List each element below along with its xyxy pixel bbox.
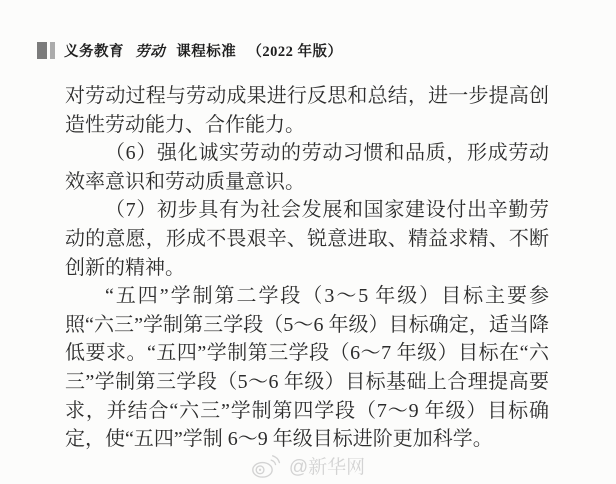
double-bar-icon <box>37 42 55 59</box>
header-title-suffix: 课程标准 <box>176 44 237 60</box>
page-header <box>37 40 343 61</box>
weibo-icon <box>251 451 282 479</box>
header-title-subject: 劳动 <box>135 44 166 60</box>
bar-icon-dark <box>37 42 47 59</box>
watermark-text: @新华网 <box>288 456 366 478</box>
watermark <box>251 451 365 479</box>
bar-icon-light <box>50 42 55 59</box>
header-title <box>64 40 343 61</box>
paragraph: 对劳动过程与劳动成果进行反思和总结，进一步提高创造性劳动能力、合作能力。 <box>65 85 549 136</box>
header-title-edition: （2022 年版） <box>247 44 343 60</box>
header-title-prefix: 义务教育 <box>64 44 124 60</box>
paragraph: “五四”学制第二学段（3～5 年级）目标主要参照“六三”学制第三学段（5～6 年级）目标确定，适当降低要求。“五四”学制第三学段（6～7 年级）目标在“六三”学制第三学段（5～6 年级）目标基础上合理提高要求，并结合“六三”学制第四学段（7～9 年级）目标确定，使“五四”学制 6～9 年级目标进阶更加科学。 <box>65 285 549 451</box>
paragraph: （6）强化诚实劳动的劳动习惯和品质，形成劳动效率意识和劳动质量意识。 <box>65 142 549 193</box>
body-text <box>65 82 549 454</box>
paragraph: （7）初步具有为社会发展和国家建设付出辛勤劳动的意愿，形成不畏艰辛、锐意进取、精益求精、不断创新的精神。 <box>65 199 549 279</box>
